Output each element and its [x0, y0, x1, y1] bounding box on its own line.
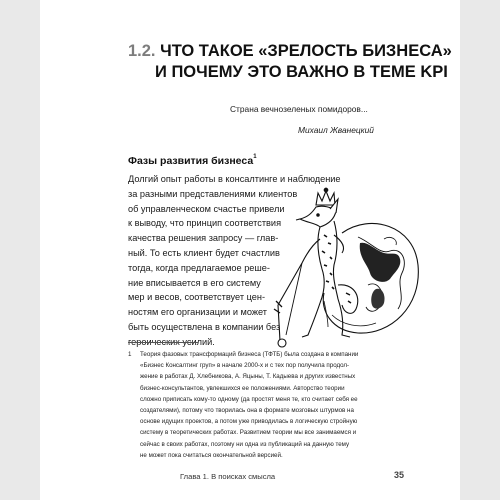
- footnote-line: сложно приписать кому-то одному (да простят меня те, кто считает себя ее: [140, 395, 358, 403]
- body-line: ние вписывается в его систему: [128, 277, 261, 288]
- body-line: за разными представлениями клиентов: [128, 188, 298, 199]
- footnote-number: 1: [128, 351, 132, 358]
- running-footer: Глава 1. В поисках смысла: [180, 472, 276, 481]
- fox-figure: [296, 188, 358, 337]
- body-line: ностям его организации и может: [128, 307, 268, 318]
- section-number: 1.2.: [128, 42, 156, 60]
- page-number: 35: [394, 470, 405, 480]
- globe-landmass: [360, 243, 401, 282]
- fox-king-illustration: [272, 185, 422, 350]
- section-heading: [128, 41, 452, 83]
- heading-title-part-2: И ПОЧЕМУ ЭТО ВАЖНО В ТЕМЕ KPI: [155, 63, 448, 81]
- epigraph-author: Михаил Жванецкий: [298, 125, 374, 135]
- body-line: к выводу, что принцип соответствия: [128, 218, 282, 229]
- footnote-line: жение в работах Д. Хлебникова, А. Яцыны, Т. Кадыева и других известных: [140, 373, 356, 381]
- scepter-drawing: [274, 263, 302, 347]
- epigraph-text: Страна вечнозеленых помидоров...: [230, 104, 368, 114]
- heading-title-part-1: ЧТО ТАКОЕ «ЗРЕЛОСТЬ БИЗНЕСА»: [160, 42, 452, 60]
- footnote-divider: [128, 342, 198, 343]
- footnote-line: основе идущих проектов, а потом уже приводилась в логическую стройную: [140, 418, 358, 426]
- body-line: мер и весов, соответствует цен-: [128, 292, 265, 303]
- footnote-text: [140, 349, 358, 461]
- footnote-line: сейчас в своих работах, поэтому ни одна из публикаций на данную тему: [140, 440, 350, 448]
- subheading-text: Фазы развития бизнеса: [128, 155, 254, 167]
- footnote-line: систему в теоретических работах. Развитием теории мы все занимаемся и: [140, 429, 357, 437]
- subheading: [128, 155, 257, 167]
- body-line: героических усилий.: [128, 336, 215, 347]
- body-line: быть осуществлена в компании без: [128, 321, 281, 332]
- footnote-line: бизнес-консультантов, увлекшихся ее положениями. Авторство теории: [140, 384, 345, 392]
- footnote-line: не может пока считаться окончательной версией.: [140, 451, 283, 459]
- footnote-line: создателями), потому что творилась она в формате мозговых штурмов на: [140, 407, 354, 415]
- body-line: ный. То есть клиент будет счастлив: [128, 247, 280, 258]
- body-line: тогда, когда предлагаемое реше-: [128, 262, 270, 273]
- heading-line-1: [128, 41, 452, 62]
- body-line: Долгий опыт работы в консалтинге и наблюдение: [128, 174, 341, 184]
- globe-landmass: [371, 289, 384, 309]
- body-line: об управленческом счастье привели: [128, 203, 285, 214]
- book-page: [40, 0, 460, 500]
- footnote-reference: 1: [253, 154, 257, 160]
- body-line: качества решения запросу — глав-: [128, 233, 279, 244]
- footnote-line: Теория фазовых трансформаций бизнеса (ТФТБ) была создана в компании: [140, 351, 359, 358]
- footnote-line: «Бизнес Консалтинг груп» в начале 2000-х и с тех пор получила продол-: [140, 362, 350, 370]
